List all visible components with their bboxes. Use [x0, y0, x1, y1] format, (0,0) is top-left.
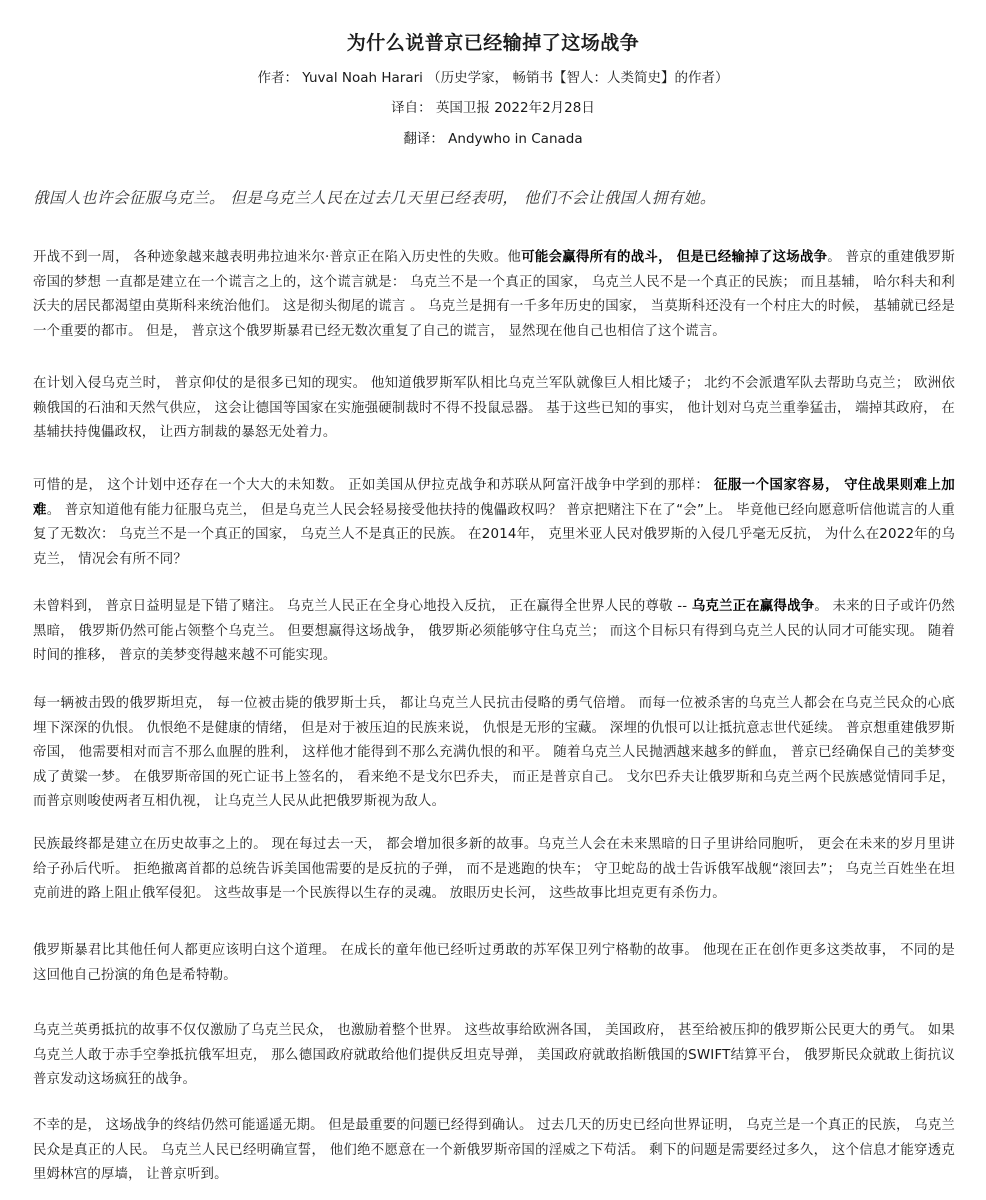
paragraph-4-bold: 乌克兰正在赢得战争: [691, 599, 815, 614]
lead-paragraph: 俄国人也许会征服乌克兰。 但是乌克兰人民在过去几天里已经表明， 他们不会让俄国人拥有她。: [33, 189, 716, 207]
paragraph-2: [33, 372, 955, 446]
paragraph-4: [33, 595, 955, 669]
paragraph-4-text-a: 未曾料到， 普京日益明显是下错了赌注。 乌克兰人民正在全身心地投入反抗， 正在赢得全世界人民的尊敬 --: [33, 599, 688, 614]
paragraph-8: [33, 1019, 955, 1093]
paragraph-4-text-b: 。 未来的日子或许仍然黑暗， 俄罗斯仍然可能占领整个乌克兰。 但要想赢得这场战争， 俄罗斯必须能够守住乌克兰； 而这个目标只有得到乌克兰人民的认同才可能实现。 随着时间的推移， 普京的美梦变得越来越不可能实现。: [33, 599, 955, 663]
paragraph-6-text: 民族最终都是建立在历史故事之上的。 现在每过去一天， 都会增加很多新的故事。乌克兰人会在未来黑暗的日子里讲给同胞听， 更会在未来的岁月里讲给子孙后代听。 拒绝撤离首都的总统告诉美国他需要的是反抗的子弹， 而不是逃跑的快车； 守卫蛇岛的战士告诉俄军战舰“滚回去”； 乌克兰百姓坐在坦克前进的路上阻止俄军侵犯。 这些故事是一个民族得以生存的灵魂。 放眼历史长河， 这些故事比坦克更有杀伤力。: [33, 837, 955, 901]
paragraph-3-bold: 征服一个国家容易， 守住战果则难上加难: [33, 478, 955, 518]
paragraph-2-text: 在计划入侵乌克兰时， 普京仰仗的是很多已知的现实。 他知道俄罗斯军队相比乌克兰军队就像巨人相比矮子； 北约不会派遣军队去帮助乌克兰； 欧洲依赖俄国的石油和天然气供应， 这会让德国等国家在实施强硬制裁时不得不投鼠忌器。 基于这些已知的事实， 他计划对乌克兰重拳猛击， 端掉其政府， 在基辅扶持傀儡政权， 让西方制裁的暴怒无处着力。: [33, 376, 955, 440]
paragraph-1-bold: 可能会赢得所有的战斗， 但是已经输掉了这场战争: [521, 250, 828, 265]
page-title: 为什么说普京已经输掉了这场战争: [346, 32, 640, 54]
source-line: 译自： 英国卫报 2022年2月28日: [391, 100, 595, 116]
author-line: 作者： Yuval Noah Harari （历史学家， 畅销书【智人：人类简史】的作者）: [257, 70, 729, 86]
paragraph-8-text: 乌克兰英勇抵抗的故事不仅仅激励了乌克兰民众， 也激励着整个世界。 这些故事给欧洲各国， 美国政府， 甚至给被压抑的俄罗斯公民更大的勇气。 如果乌克兰人敢于赤手空拳抵抗俄军坦克， 那么德国政府就敢给他们提供反坦克导弹， 美国政府就敢掐断俄国的SWIFT结算平台， 俄罗斯民众就敢上街抗议普京发动这场疯狂的战争。: [33, 1023, 955, 1087]
paragraph-5-text: 每一辆被击毁的俄罗斯坦克， 每一位被击毙的俄罗斯士兵， 都让乌克兰人民抗击侵略的勇气倍增。 而每一位被杀害的乌克兰人都会在乌克兰民众的心底埋下深深的仇恨。 仇恨绝不是健康的情绪， 但是对于被压迫的民族来说， 仇恨是无形的宝藏。 深埋的仇恨可以让抵抗意志世代延续。 普京想重建俄罗斯帝国， 他需要相对而言不那么血腥的胜利， 这样他才能得到不那么充满仇恨的和平。 随着乌克兰人民抛洒越来越多的鲜血， 普京已经确保自己的美梦变成了黄粱一梦。 在俄罗斯帝国的死亡证书上签名的， 看来绝不是戈尔巴乔夫， 而正是普京自己。 戈尔巴乔夫让俄罗斯和乌克兰两个民族感觉情同手足， 而普京则唆使两者互相仇视， 让乌克兰人民从此把俄罗斯视为敌人。: [33, 696, 955, 809]
paragraph-3-text-b: 。 普京知道他有能力征服乌克兰， 但是乌克兰人民会轻易接受他扶持的傀儡政权吗？ 普京把赌注下在了“会”上。 毕竟他已经向愿意听信他谎言的人重复了无数次： 乌克兰不是一个真正的国家， 乌克兰人不是真正的民族。 在2014年， 克里米亚人民对俄罗斯的入侵几乎毫无反抗， 为什么在2022年的乌克兰， 情况会有所不同？: [33, 502, 955, 567]
paragraph-7-text: 俄罗斯暴君比其他任何人都更应该明白这个道理。 在成长的童年他已经听过勇敢的苏军保卫列宁格勒的故事。 他现在正在创作更多这类故事， 不同的是这回他自己扮演的角色是希特勒。: [33, 943, 955, 983]
paragraph-3: [33, 474, 955, 572]
paragraph-7: [33, 939, 955, 988]
paragraph-1-text-a: 开战不到一周， 各种迹象越来越表明弗拉迪米尔·普京正在陷入历史性的失败。他: [33, 250, 522, 265]
paragraph-9: [33, 1114, 955, 1188]
paragraph-1-text-b: 。 普京的重建俄罗斯帝国的梦想 一直都是建立在一个谎言之上的，这个谎言就是： 乌克兰不是一个真正的国家， 乌克兰人民不是一个真正的民族； 而且基辅， 哈尔科夫和利沃夫的居民都渴望由莫斯科来统治他们。 这是彻头彻尾的谎言 。 乌克兰是拥有一千多年历史的国家， 当莫斯科还没有一个村庄大的时候， 基辅就已经是一个重要的都市。 但是， 普京这个俄罗斯暴君已经无数次重复了自己的谎言， 显然现在他自己也相信了这个谎言。: [33, 250, 955, 339]
paragraph-1: [33, 246, 955, 344]
paragraph-9-text: 不幸的是， 这场战争的终结仍然可能遥遥无期。 但是最重要的问题已经得到确认。 过去几天的历史已经向世界证明， 乌克兰是一个真正的民族， 乌克兰民众是真正的人民。 乌克兰人民已经明确宣誓， 他们绝不愿意在一个新俄罗斯帝国的淫威之下苟活。 剩下的问题是需要经过多久， 这个信息才能穿透克里姆林宫的厚墙， 让普京听到。: [33, 1118, 955, 1182]
paragraph-3-text-a: 可惜的是， 这个计划中还存在一个大大的未知数。 正如美国从伊拉克战争和苏联从阿富汗战争中学到的那样：: [33, 478, 710, 493]
paragraph-6: [33, 833, 955, 907]
translator-line: 翻译： Andywho in Canada: [403, 131, 583, 147]
paragraph-5: [33, 692, 955, 815]
